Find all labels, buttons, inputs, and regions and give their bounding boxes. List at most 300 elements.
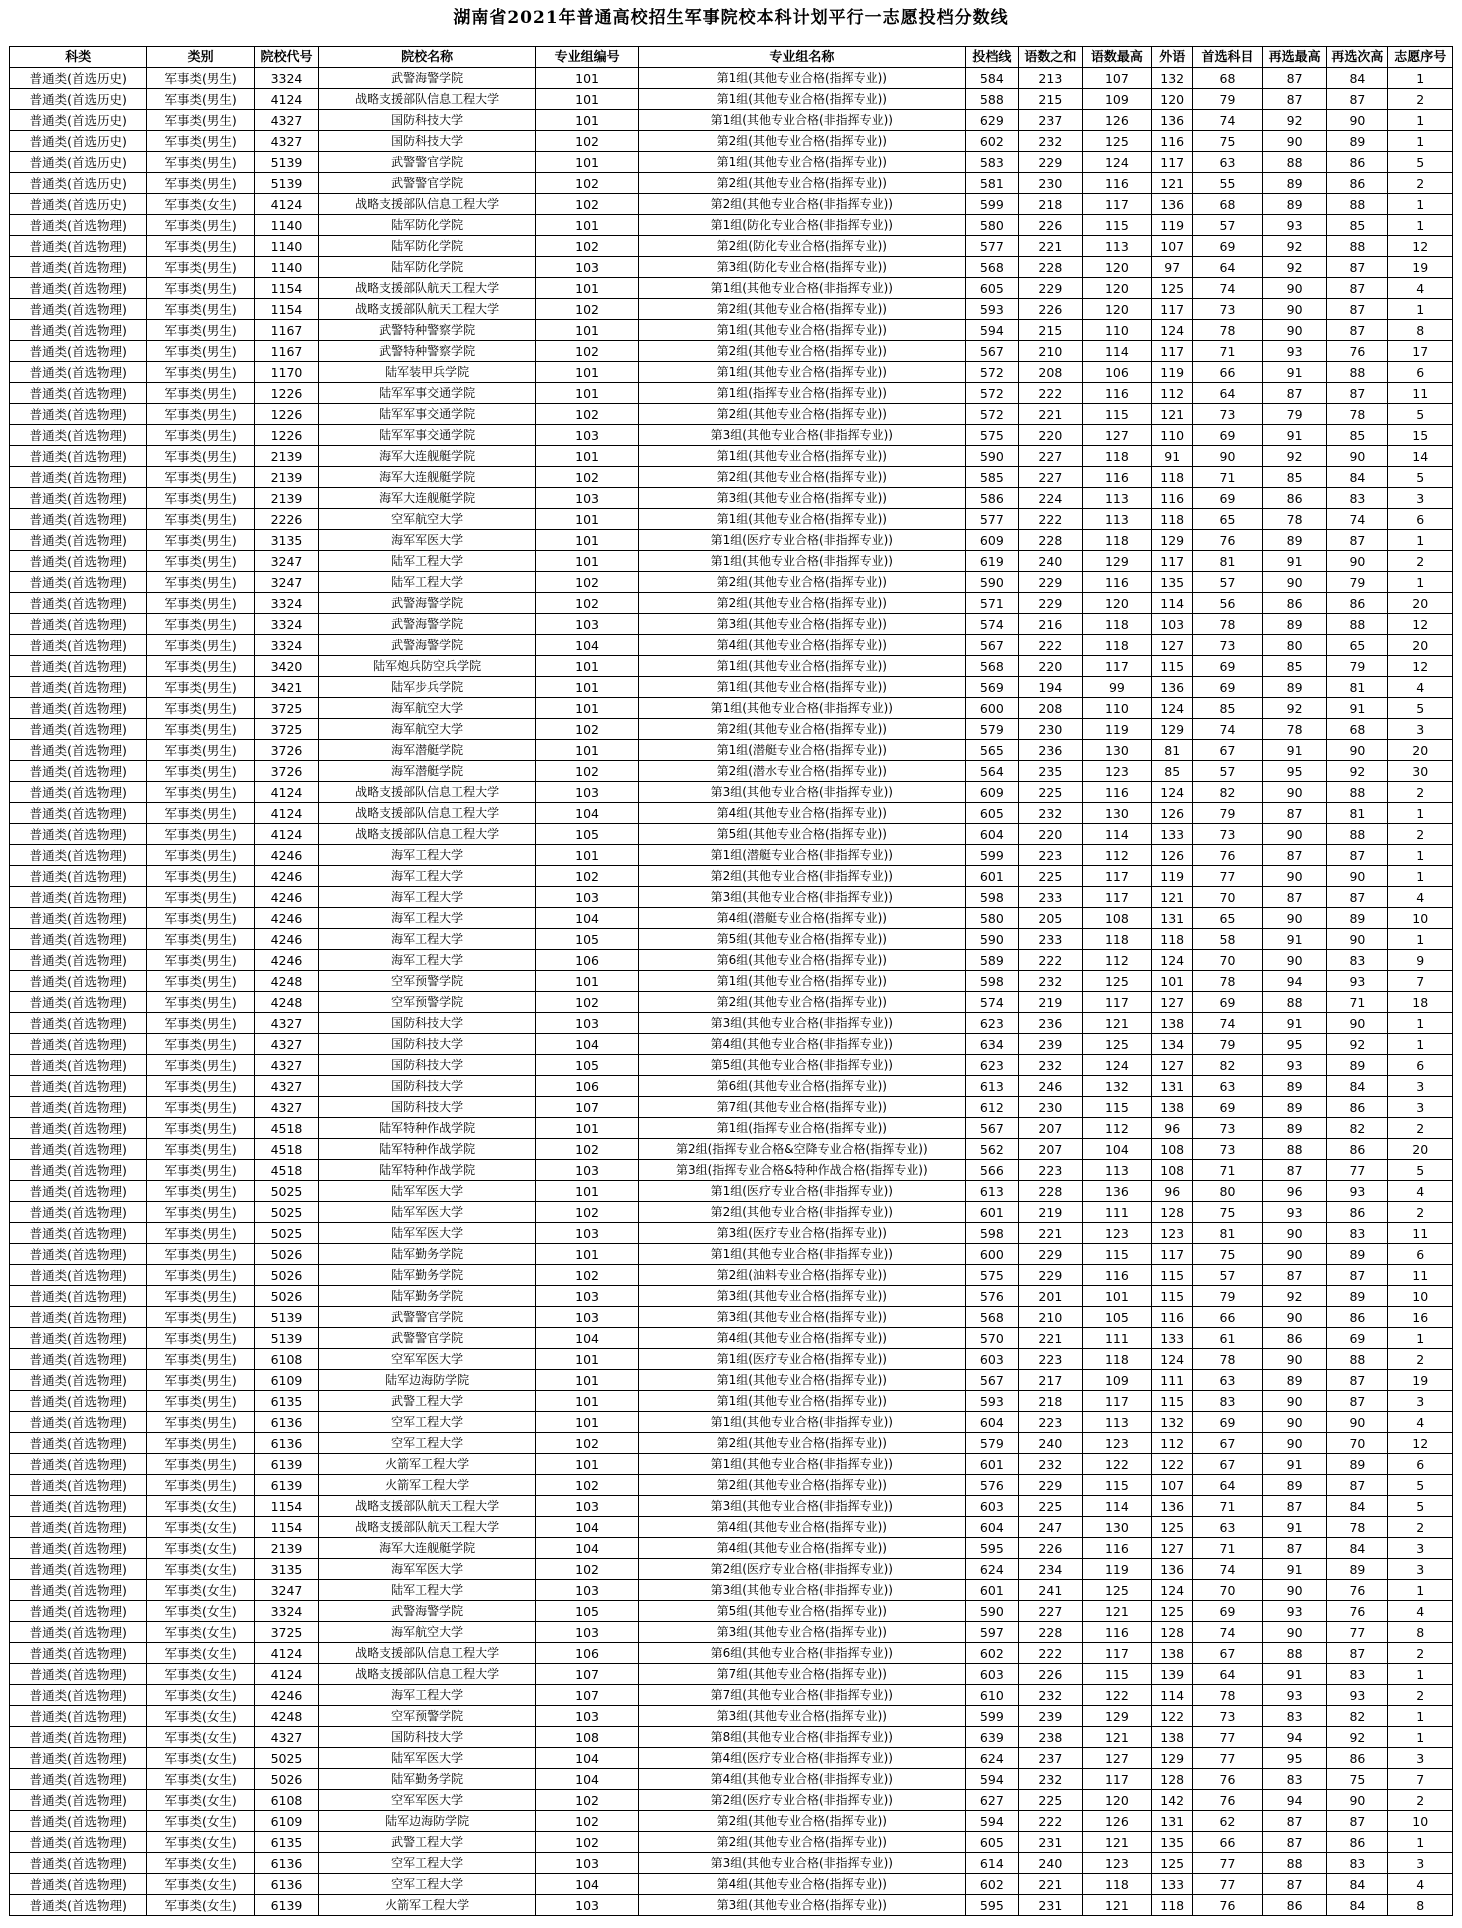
second-choice-next-cell: 88: [1327, 782, 1388, 803]
chinese-math-sum-cell: 232: [1019, 1769, 1082, 1790]
group-name-cell: 第1组(其他专业合格(非指挥专业)): [639, 278, 965, 299]
table-row: [10, 341, 1453, 362]
subject-cell: 普通类(首选物理): [10, 887, 147, 908]
second-choice-max-cell: 89: [1262, 1076, 1326, 1097]
group-code-cell: 106: [536, 1643, 639, 1664]
chinese-math-sum-cell: 223: [1019, 845, 1082, 866]
column-header-chinese-math-sum: 语数之和: [1019, 47, 1082, 68]
category-cell: 军事类(女生): [147, 1769, 254, 1790]
chinese-math-sum-cell: 223: [1019, 1349, 1082, 1370]
table-row: [10, 635, 1453, 656]
school-name-cell: 陆军军医大学: [319, 1748, 536, 1769]
group-code-cell: 102: [536, 467, 639, 488]
group-name-cell: 第2组(其他专业合格(指挥专业)): [639, 404, 965, 425]
first-subject-cell: 57: [1193, 761, 1263, 782]
cutoff-score-cell: 602: [965, 131, 1019, 152]
foreign-language-cell: 115: [1152, 1265, 1193, 1286]
second-choice-max-cell: 87: [1262, 68, 1326, 89]
school-code-cell: 3135: [254, 530, 318, 551]
first-subject-cell: 63: [1193, 1370, 1263, 1391]
first-subject-cell: 76: [1193, 1895, 1263, 1916]
group-name-cell: 第4组(其他专业合格(指挥专业)): [639, 1517, 965, 1538]
second-choice-next-cell: 87: [1327, 89, 1388, 110]
second-choice-next-cell: 90: [1327, 929, 1388, 950]
subject-cell: 普通类(首选物理): [10, 341, 147, 362]
chinese-math-max-cell: 115: [1082, 1097, 1152, 1118]
group-name-cell: 第7组(其他专业合格(非指挥专业)): [639, 1685, 965, 1706]
school-code-cell: 4124: [254, 89, 318, 110]
second-choice-next-cell: 90: [1327, 1013, 1388, 1034]
second-choice-max-cell: 91: [1262, 1013, 1326, 1034]
category-cell: 军事类(男生): [147, 929, 254, 950]
group-code-cell: 103: [536, 1013, 639, 1034]
second-choice-next-cell: 93: [1327, 1685, 1388, 1706]
school-code-cell: 4327: [254, 1097, 318, 1118]
preference-order-cell: 17: [1388, 341, 1453, 362]
group-code-cell: 102: [536, 404, 639, 425]
second-choice-max-cell: 90: [1262, 1349, 1326, 1370]
group-name-cell: 第2组(医疗专业合格(非指挥专业)): [639, 1790, 965, 1811]
group-code-cell: 102: [536, 1433, 639, 1454]
chinese-math-sum-cell: 220: [1019, 824, 1082, 845]
preference-order-cell: 3: [1388, 488, 1453, 509]
group-code-cell: 105: [536, 1601, 639, 1622]
category-cell: 军事类(男生): [147, 68, 254, 89]
group-code-cell: 102: [536, 1790, 639, 1811]
subject-cell: 普通类(首选物理): [10, 1412, 147, 1433]
second-choice-max-cell: 90: [1262, 1622, 1326, 1643]
second-choice-next-cell: 79: [1327, 656, 1388, 677]
table-row: [10, 530, 1453, 551]
second-choice-max-cell: 86: [1262, 1895, 1326, 1916]
first-subject-cell: 79: [1193, 803, 1263, 824]
chinese-math-sum-cell: 236: [1019, 740, 1082, 761]
group-name-cell: 第2组(其他专业合格(指挥专业)): [639, 1811, 965, 1832]
group-name-cell: 第1组(其他专业合格(非指挥专业)): [639, 1454, 965, 1475]
group-name-cell: 第2组(其他专业合格(指挥专业)): [639, 593, 965, 614]
group-name-cell: 第1组(其他专业合格(非指挥专业)): [639, 551, 965, 572]
school-code-cell: 4246: [254, 929, 318, 950]
first-subject-cell: 74: [1193, 1622, 1263, 1643]
table-row: [10, 362, 1453, 383]
first-subject-cell: 78: [1193, 1349, 1263, 1370]
chinese-math-sum-cell: 229: [1019, 278, 1082, 299]
group-name-cell: 第4组(其他专业合格(指挥专业)): [639, 1874, 965, 1895]
first-subject-cell: 78: [1193, 614, 1263, 635]
chinese-math-sum-cell: 215: [1019, 320, 1082, 341]
group-name-cell: 第1组(潜艇专业合格(非指挥专业)): [639, 845, 965, 866]
chinese-math-sum-cell: 231: [1019, 1895, 1082, 1916]
category-cell: 军事类(男生): [147, 1454, 254, 1475]
second-choice-next-cell: 93: [1327, 1181, 1388, 1202]
first-subject-cell: 67: [1193, 1643, 1263, 1664]
foreign-language-cell: 118: [1152, 509, 1193, 530]
chinese-math-max-cell: 124: [1082, 1055, 1152, 1076]
second-choice-max-cell: 87: [1262, 1496, 1326, 1517]
school-code-cell: 5139: [254, 173, 318, 194]
foreign-language-cell: 85: [1152, 761, 1193, 782]
category-cell: 军事类(男生): [147, 1307, 254, 1328]
cutoff-score-cell: 601: [965, 1454, 1019, 1475]
preference-order-cell: 1: [1388, 530, 1453, 551]
chinese-math-sum-cell: 220: [1019, 425, 1082, 446]
school-name-cell: 陆军特种作战学院: [319, 1118, 536, 1139]
second-choice-max-cell: 87: [1262, 845, 1326, 866]
chinese-math-sum-cell: 221: [1019, 404, 1082, 425]
table-row: [10, 1307, 1453, 1328]
cutoff-score-cell: 572: [965, 383, 1019, 404]
column-header-subject: 科类: [10, 47, 147, 68]
second-choice-max-cell: 80: [1262, 635, 1326, 656]
table-row: [10, 299, 1453, 320]
category-cell: 军事类(女生): [147, 1874, 254, 1895]
school-code-cell: 6108: [254, 1349, 318, 1370]
group-name-cell: 第5组(其他专业合格(指挥专业)): [639, 929, 965, 950]
preference-order-cell: 2: [1388, 1685, 1453, 1706]
subject-cell: 普通类(首选历史): [10, 131, 147, 152]
school-code-cell: 5025: [254, 1223, 318, 1244]
second-choice-next-cell: 92: [1327, 761, 1388, 782]
second-choice-max-cell: 90: [1262, 572, 1326, 593]
chinese-math-max-cell: 113: [1082, 1160, 1152, 1181]
school-name-cell: 陆军军事交通学院: [319, 383, 536, 404]
subject-cell: 普通类(首选物理): [10, 1601, 147, 1622]
school-name-cell: 陆军特种作战学院: [319, 1160, 536, 1181]
second-choice-next-cell: 86: [1327, 1139, 1388, 1160]
first-subject-cell: 77: [1193, 1874, 1263, 1895]
group-name-cell: 第4组(潜艇专业合格(指挥专业)): [639, 908, 965, 929]
school-code-cell: 3726: [254, 761, 318, 782]
subject-cell: 普通类(首选物理): [10, 509, 147, 530]
second-choice-max-cell: 93: [1262, 341, 1326, 362]
preference-order-cell: 1: [1388, 803, 1453, 824]
chinese-math-max-cell: 120: [1082, 593, 1152, 614]
first-subject-cell: 76: [1193, 1790, 1263, 1811]
chinese-math-max-cell: 109: [1082, 1370, 1152, 1391]
chinese-math-max-cell: 118: [1082, 1874, 1152, 1895]
category-cell: 军事类(女生): [147, 1853, 254, 1874]
group-code-cell: 102: [536, 194, 639, 215]
first-subject-cell: 55: [1193, 173, 1263, 194]
school-name-cell: 空军预警学院: [319, 992, 536, 1013]
school-name-cell: 武警海警学院: [319, 68, 536, 89]
subject-cell: 普通类(首选物理): [10, 299, 147, 320]
category-cell: 军事类(女生): [147, 1706, 254, 1727]
subject-cell: 普通类(首选物理): [10, 1622, 147, 1643]
first-subject-cell: 90: [1193, 446, 1263, 467]
foreign-language-cell: 115: [1152, 1286, 1193, 1307]
first-subject-cell: 79: [1193, 1034, 1263, 1055]
school-name-cell: 海军工程大学: [319, 908, 536, 929]
group-code-cell: 107: [536, 1664, 639, 1685]
school-code-cell: 1140: [254, 257, 318, 278]
preference-order-cell: 12: [1388, 236, 1453, 257]
group-name-cell: 第2组(其他专业合格(指挥专业)): [639, 341, 965, 362]
chinese-math-max-cell: 130: [1082, 803, 1152, 824]
school-code-cell: 1170: [254, 362, 318, 383]
subject-cell: 普通类(首选物理): [10, 551, 147, 572]
cutoff-score-cell: 572: [965, 404, 1019, 425]
chinese-math-max-cell: 101: [1082, 1286, 1152, 1307]
second-choice-next-cell: 90: [1327, 446, 1388, 467]
school-code-cell: 4248: [254, 971, 318, 992]
cutoff-score-cell: 574: [965, 992, 1019, 1013]
cutoff-score-cell: 593: [965, 1391, 1019, 1412]
school-name-cell: 海军航空大学: [319, 719, 536, 740]
chinese-math-max-cell: 117: [1082, 1391, 1152, 1412]
group-code-cell: 104: [536, 635, 639, 656]
chinese-math-sum-cell: 227: [1019, 1601, 1082, 1622]
group-name-cell: 第3组(其他专业合格(非指挥专业)): [639, 1853, 965, 1874]
table-row: [10, 173, 1453, 194]
preference-order-cell: 5: [1388, 1496, 1453, 1517]
group-code-cell: 103: [536, 1580, 639, 1601]
chinese-math-sum-cell: 221: [1019, 1223, 1082, 1244]
table-row: [10, 215, 1453, 236]
first-subject-cell: 70: [1193, 1580, 1263, 1601]
group-code-cell: 104: [536, 1517, 639, 1538]
chinese-math-max-cell: 116: [1082, 1622, 1152, 1643]
group-code-cell: 101: [536, 1118, 639, 1139]
table-row: [10, 593, 1453, 614]
school-code-cell: 1154: [254, 278, 318, 299]
table-row: [10, 194, 1453, 215]
cutoff-score-cell: 602: [965, 1643, 1019, 1664]
first-subject-cell: 66: [1193, 362, 1263, 383]
first-subject-cell: 58: [1193, 929, 1263, 950]
group-name-cell: 第3组(指挥专业合格&特种作战合格(指挥专业)): [639, 1160, 965, 1181]
preference-order-cell: 1: [1388, 110, 1453, 131]
school-name-cell: 陆军边海防学院: [319, 1811, 536, 1832]
foreign-language-cell: 126: [1152, 803, 1193, 824]
second-choice-next-cell: 92: [1327, 1727, 1388, 1748]
chinese-math-max-cell: 124: [1082, 152, 1152, 173]
first-subject-cell: 73: [1193, 824, 1263, 845]
table-row: [10, 152, 1453, 173]
school-name-cell: 海军军医大学: [319, 530, 536, 551]
table-header-row: [10, 47, 1453, 68]
school-name-cell: 战略支援部队信息工程大学: [319, 803, 536, 824]
group-name-cell: 第4组(其他专业合格(指挥专业)): [639, 1328, 965, 1349]
preference-order-cell: 2: [1388, 551, 1453, 572]
chinese-math-max-cell: 121: [1082, 1832, 1152, 1853]
category-cell: 军事类(男生): [147, 1181, 254, 1202]
preference-order-cell: 1: [1388, 845, 1453, 866]
chinese-math-max-cell: 116: [1082, 383, 1152, 404]
preference-order-cell: 4: [1388, 1412, 1453, 1433]
first-subject-cell: 63: [1193, 152, 1263, 173]
subject-cell: 普通类(首选物理): [10, 236, 147, 257]
chinese-math-max-cell: 109: [1082, 89, 1152, 110]
school-code-cell: 6136: [254, 1874, 318, 1895]
preference-order-cell: 1: [1388, 299, 1453, 320]
foreign-language-cell: 101: [1152, 971, 1193, 992]
first-subject-cell: 69: [1193, 425, 1263, 446]
category-cell: 军事类(女生): [147, 194, 254, 215]
chinese-math-sum-cell: 237: [1019, 110, 1082, 131]
second-choice-max-cell: 87: [1262, 887, 1326, 908]
cutoff-score-cell: 613: [965, 1076, 1019, 1097]
preference-order-cell: 12: [1388, 656, 1453, 677]
subject-cell: 普通类(首选物理): [10, 845, 147, 866]
cutoff-score-cell: 565: [965, 740, 1019, 761]
school-code-cell: 4246: [254, 887, 318, 908]
category-cell: 军事类(男生): [147, 446, 254, 467]
second-choice-max-cell: 90: [1262, 1223, 1326, 1244]
group-code-cell: 101: [536, 89, 639, 110]
first-subject-cell: 83: [1193, 1391, 1263, 1412]
preference-order-cell: 20: [1388, 593, 1453, 614]
category-cell: 军事类(男生): [147, 257, 254, 278]
foreign-language-cell: 117: [1152, 299, 1193, 320]
school-name-cell: 陆军勤务学院: [319, 1244, 536, 1265]
preference-order-cell: 9: [1388, 950, 1453, 971]
subject-cell: 普通类(首选历史): [10, 89, 147, 110]
cutoff-score-cell: 571: [965, 593, 1019, 614]
second-choice-next-cell: 84: [1327, 1496, 1388, 1517]
chinese-math-max-cell: 126: [1082, 1811, 1152, 1832]
chinese-math-sum-cell: 227: [1019, 446, 1082, 467]
group-name-cell: 第2组(其他专业合格(指挥专业)): [639, 467, 965, 488]
cutoff-score-cell: 610: [965, 1685, 1019, 1706]
second-choice-max-cell: 90: [1262, 299, 1326, 320]
school-name-cell: 海军大连舰艇学院: [319, 446, 536, 467]
second-choice-next-cell: 88: [1327, 614, 1388, 635]
first-subject-cell: 77: [1193, 866, 1263, 887]
foreign-language-cell: 125: [1152, 1517, 1193, 1538]
first-subject-cell: 77: [1193, 1853, 1263, 1874]
group-name-cell: 第2组(其他专业合格(非指挥专业)): [639, 1202, 965, 1223]
preference-order-cell: 2: [1388, 1202, 1453, 1223]
table-row: [10, 1559, 1453, 1580]
second-choice-next-cell: 85: [1327, 425, 1388, 446]
second-choice-max-cell: 85: [1262, 467, 1326, 488]
school-name-cell: 战略支援部队信息工程大学: [319, 194, 536, 215]
foreign-language-cell: 112: [1152, 1433, 1193, 1454]
first-subject-cell: 80: [1193, 1181, 1263, 1202]
school-code-cell: 1154: [254, 1496, 318, 1517]
table-row: [10, 1517, 1453, 1538]
subject-cell: 普通类(首选物理): [10, 1265, 147, 1286]
second-choice-max-cell: 88: [1262, 1853, 1326, 1874]
chinese-math-sum-cell: 232: [1019, 1454, 1082, 1475]
preference-order-cell: 20: [1388, 635, 1453, 656]
category-cell: 军事类(男生): [147, 761, 254, 782]
table-row: [10, 1391, 1453, 1412]
first-subject-cell: 69: [1193, 488, 1263, 509]
second-choice-max-cell: 87: [1262, 383, 1326, 404]
school-name-cell: 国防科技大学: [319, 131, 536, 152]
chinese-math-sum-cell: 228: [1019, 1181, 1082, 1202]
school-name-cell: 武警海警学院: [319, 635, 536, 656]
chinese-math-sum-cell: 225: [1019, 782, 1082, 803]
category-cell: 军事类(男生): [147, 656, 254, 677]
foreign-language-cell: 131: [1152, 1076, 1193, 1097]
group-name-cell: 第4组(其他专业合格(非指挥专业)): [639, 1034, 965, 1055]
school-name-cell: 火箭军工程大学: [319, 1454, 536, 1475]
second-choice-max-cell: 94: [1262, 971, 1326, 992]
chinese-math-sum-cell: 210: [1019, 341, 1082, 362]
school-code-cell: 1226: [254, 425, 318, 446]
category-cell: 军事类(女生): [147, 1832, 254, 1853]
foreign-language-cell: 132: [1152, 1412, 1193, 1433]
second-choice-max-cell: 87: [1262, 89, 1326, 110]
chinese-math-max-cell: 112: [1082, 1118, 1152, 1139]
school-code-cell: 6136: [254, 1853, 318, 1874]
category-cell: 军事类(男生): [147, 404, 254, 425]
foreign-language-cell: 127: [1152, 1538, 1193, 1559]
table-row: [10, 824, 1453, 845]
chinese-math-sum-cell: 239: [1019, 1034, 1082, 1055]
column-header-group-name: 专业组名称: [639, 47, 965, 68]
chinese-math-max-cell: 121: [1082, 1727, 1152, 1748]
cutoff-score-cell: 604: [965, 1517, 1019, 1538]
preference-order-cell: 3: [1388, 1538, 1453, 1559]
cutoff-score-cell: 598: [965, 887, 1019, 908]
chinese-math-max-cell: 127: [1082, 425, 1152, 446]
category-cell: 军事类(男生): [147, 971, 254, 992]
table-row: [10, 698, 1453, 719]
school-code-cell: 5139: [254, 1307, 318, 1328]
second-choice-max-cell: 89: [1262, 1370, 1326, 1391]
foreign-language-cell: 134: [1152, 1034, 1193, 1055]
table-row: [10, 1895, 1453, 1916]
table-row: [10, 1496, 1453, 1517]
group-code-cell: 102: [536, 1832, 639, 1853]
chinese-math-max-cell: 113: [1082, 236, 1152, 257]
category-cell: 军事类(女生): [147, 1496, 254, 1517]
chinese-math-sum-cell: 232: [1019, 803, 1082, 824]
chinese-math-sum-cell: 208: [1019, 362, 1082, 383]
foreign-language-cell: 138: [1152, 1727, 1193, 1748]
subject-cell: 普通类(首选物理): [10, 656, 147, 677]
second-choice-next-cell: 86: [1327, 1748, 1388, 1769]
first-subject-cell: 56: [1193, 593, 1263, 614]
second-choice-next-cell: 87: [1327, 1265, 1388, 1286]
foreign-language-cell: 107: [1152, 1475, 1193, 1496]
group-name-cell: 第2组(其他专业合格(指挥专业)): [639, 173, 965, 194]
category-cell: 军事类(女生): [147, 1748, 254, 1769]
chinese-math-sum-cell: 247: [1019, 1517, 1082, 1538]
preference-order-cell: 2: [1388, 782, 1453, 803]
school-name-cell: 陆军军事交通学院: [319, 425, 536, 446]
school-name-cell: 海军工程大学: [319, 1685, 536, 1706]
category-cell: 军事类(男生): [147, 383, 254, 404]
first-subject-cell: 63: [1193, 1517, 1263, 1538]
table-row: [10, 383, 1453, 404]
school-name-cell: 海军工程大学: [319, 887, 536, 908]
preference-order-cell: 3: [1388, 1097, 1453, 1118]
second-choice-max-cell: 88: [1262, 992, 1326, 1013]
foreign-language-cell: 129: [1152, 530, 1193, 551]
chinese-math-max-cell: 118: [1082, 530, 1152, 551]
cutoff-score-cell: 595: [965, 1895, 1019, 1916]
school-code-cell: 3324: [254, 68, 318, 89]
first-subject-cell: 73: [1193, 635, 1263, 656]
second-choice-max-cell: 87: [1262, 1265, 1326, 1286]
second-choice-next-cell: 90: [1327, 1790, 1388, 1811]
chinese-math-sum-cell: 231: [1019, 1832, 1082, 1853]
second-choice-max-cell: 89: [1262, 1097, 1326, 1118]
subject-cell: 普通类(首选历史): [10, 173, 147, 194]
chinese-math-max-cell: 130: [1082, 740, 1152, 761]
chinese-math-max-cell: 110: [1082, 698, 1152, 719]
group-code-cell: 103: [536, 425, 639, 446]
group-code-cell: 101: [536, 551, 639, 572]
preference-order-cell: 8: [1388, 1622, 1453, 1643]
group-code-cell: 103: [536, 1286, 639, 1307]
table-row: [10, 488, 1453, 509]
